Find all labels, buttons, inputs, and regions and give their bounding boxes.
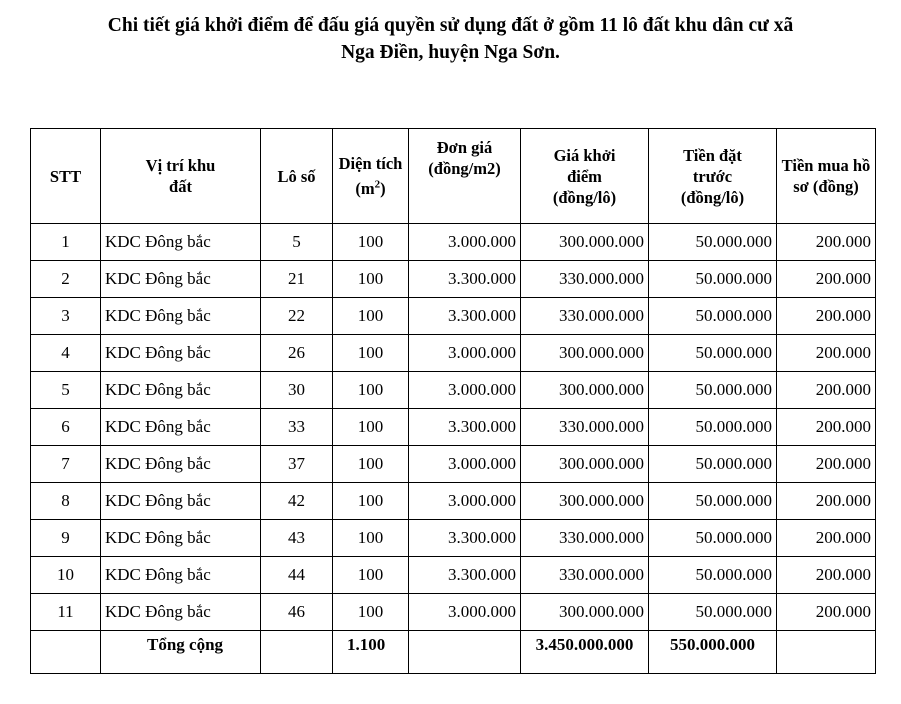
cell-dossier-fee: 200.000	[777, 557, 876, 594]
cell-location: KDC Đông bắc	[101, 298, 261, 335]
table-row	[31, 409, 876, 446]
cell-lot: 33	[261, 409, 333, 446]
cell-lot: 5	[261, 224, 333, 261]
cell-lot: 44	[261, 557, 333, 594]
table-row	[31, 298, 876, 335]
cell-deposit: 50.000.000	[649, 372, 777, 409]
cell-stt: 11	[31, 594, 101, 631]
cell-area: 100	[333, 261, 409, 298]
cell-location: KDC Đông bắc	[101, 335, 261, 372]
table-row	[31, 557, 876, 594]
table-row	[31, 520, 876, 557]
cell-area: 100	[333, 483, 409, 520]
header-row	[31, 129, 876, 224]
auction-price-table	[30, 128, 876, 674]
cell-stt: 1	[31, 224, 101, 261]
cell-stt: 8	[31, 483, 101, 520]
cell-start-price: 330.000.000	[521, 261, 649, 298]
table-row	[31, 446, 876, 483]
cell-unit-price: 3.300.000	[409, 520, 521, 557]
document-title-line-2: Nga Điền, huyện Nga Sơn.	[341, 42, 560, 63]
cell-start-price: 300.000.000	[521, 446, 649, 483]
cell-area: 100	[333, 298, 409, 335]
cell-unit-price: 3.300.000	[409, 298, 521, 335]
cell-start-price: 330.000.000	[521, 557, 649, 594]
cell-start-price: 300.000.000	[521, 224, 649, 261]
cell-location: KDC Đông bắc	[101, 409, 261, 446]
cell-deposit: 50.000.000	[649, 520, 777, 557]
cell-stt: 6	[31, 409, 101, 446]
cell-start-price: 300.000.000	[521, 335, 649, 372]
cell-start-price: 330.000.000	[521, 520, 649, 557]
total-empty-lot	[261, 631, 333, 674]
table-row	[31, 335, 876, 372]
table-footer	[31, 631, 876, 674]
cell-start-price: 300.000.000	[521, 483, 649, 520]
cell-dossier-fee: 200.000	[777, 594, 876, 631]
cell-stt: 3	[31, 298, 101, 335]
cell-stt: 9	[31, 520, 101, 557]
cell-start-price: 300.000.000	[521, 594, 649, 631]
cell-dossier-fee: 200.000	[777, 409, 876, 446]
header-lot: Lô số	[261, 129, 333, 224]
header-area-unit: $(m^2)$	[355, 178, 386, 198]
cell-location: KDC Đông bắc	[101, 261, 261, 298]
cell-unit-price: 3.300.000	[409, 557, 521, 594]
table-header	[31, 129, 876, 224]
cell-deposit: 50.000.000	[649, 224, 777, 261]
cell-area: 100	[333, 557, 409, 594]
cell-dossier-fee: 200.000	[777, 298, 876, 335]
cell-location: KDC Đông bắc	[101, 483, 261, 520]
cell-lot: 26	[261, 335, 333, 372]
cell-area: 100	[333, 224, 409, 261]
cell-deposit: 50.000.000	[649, 409, 777, 446]
cell-dossier-fee: 200.000	[777, 446, 876, 483]
table-row	[31, 261, 876, 298]
document-title-line-1: Chi tiết giá khởi điểm để đấu giá quyền sử dụng đất ở gồm 11 lô đất khu dân cư xã	[107, 15, 794, 36]
cell-deposit: 50.000.000	[649, 594, 777, 631]
table-row	[31, 372, 876, 409]
cell-dossier-fee: 200.000	[777, 224, 876, 261]
cell-dossier-fee: 200.000	[777, 372, 876, 409]
cell-area: 100	[333, 372, 409, 409]
cell-dossier-fee: 200.000	[777, 520, 876, 557]
cell-unit-price: 3.300.000	[409, 409, 521, 446]
cell-lot: 46	[261, 594, 333, 631]
cell-deposit: 50.000.000	[649, 483, 777, 520]
cell-area: 100	[333, 520, 409, 557]
cell-location: KDC Đông bắc	[101, 557, 261, 594]
cell-lot: 22	[261, 298, 333, 335]
header-location: Vị trí khu đất	[101, 129, 261, 224]
cell-start-price: 330.000.000	[521, 409, 649, 446]
cell-stt: 7	[31, 446, 101, 483]
header-unit-price: Đơn giá (đồng/m2)	[409, 129, 521, 224]
cell-area: 100	[333, 409, 409, 446]
cell-unit-price: 3.000.000	[409, 224, 521, 261]
cell-deposit: 50.000.000	[649, 557, 777, 594]
cell-unit-price: 3.000.000	[409, 594, 521, 631]
header-stt: STT	[31, 129, 101, 224]
cell-lot: 21	[261, 261, 333, 298]
total-empty-fee	[777, 631, 876, 674]
cell-location: KDC Đông bắc	[101, 594, 261, 631]
cell-lot: 30	[261, 372, 333, 409]
cell-stt: 10	[31, 557, 101, 594]
cell-unit-price: 3.000.000	[409, 446, 521, 483]
cell-deposit: 50.000.000	[649, 335, 777, 372]
table-row	[31, 224, 876, 261]
cell-lot: 42	[261, 483, 333, 520]
cell-unit-price: 3.300.000	[409, 261, 521, 298]
cell-dossier-fee: 200.000	[777, 261, 876, 298]
cell-start-price: 300.000.000	[521, 372, 649, 409]
total-deposit: 550.000.000	[649, 631, 777, 674]
header-area	[333, 129, 409, 224]
cell-deposit: 50.000.000	[649, 446, 777, 483]
cell-deposit: 50.000.000	[649, 261, 777, 298]
cell-dossier-fee: 200.000	[777, 483, 876, 520]
cell-lot: 43	[261, 520, 333, 557]
total-empty-stt	[31, 631, 101, 674]
table-row	[31, 483, 876, 520]
header-start-price: Giá khởi điểm (đồng/lô)	[521, 129, 649, 224]
cell-area: 100	[333, 446, 409, 483]
total-area: 1.100	[333, 631, 409, 674]
document-title	[0, 12, 901, 66]
table-body	[31, 224, 876, 631]
cell-area: 100	[333, 335, 409, 372]
table-row	[31, 594, 876, 631]
cell-location: KDC Đông bắc	[101, 446, 261, 483]
cell-unit-price: 3.000.000	[409, 483, 521, 520]
cell-lot: 37	[261, 446, 333, 483]
cell-stt: 2	[31, 261, 101, 298]
cell-stt: 5	[31, 372, 101, 409]
header-deposit: Tiền đặt trước (đồng/lô)	[649, 129, 777, 224]
total-start-price: 3.450.000.000	[521, 631, 649, 674]
total-row	[31, 631, 876, 674]
cell-unit-price: 3.000.000	[409, 372, 521, 409]
cell-stt: 4	[31, 335, 101, 372]
cell-area: 100	[333, 594, 409, 631]
cell-deposit: 50.000.000	[649, 298, 777, 335]
total-empty-unit-price	[409, 631, 521, 674]
cell-location: KDC Đông bắc	[101, 224, 261, 261]
total-label: Tổng cộng	[101, 631, 261, 674]
cell-unit-price: 3.000.000	[409, 335, 521, 372]
cell-location: KDC Đông bắc	[101, 520, 261, 557]
header-area-label: Diện tích	[338, 154, 403, 174]
header-dossier-fee: Tiền mua hồ sơ (đồng)	[777, 129, 876, 224]
cell-location: KDC Đông bắc	[101, 372, 261, 409]
cell-dossier-fee: 200.000	[777, 335, 876, 372]
cell-start-price: 330.000.000	[521, 298, 649, 335]
